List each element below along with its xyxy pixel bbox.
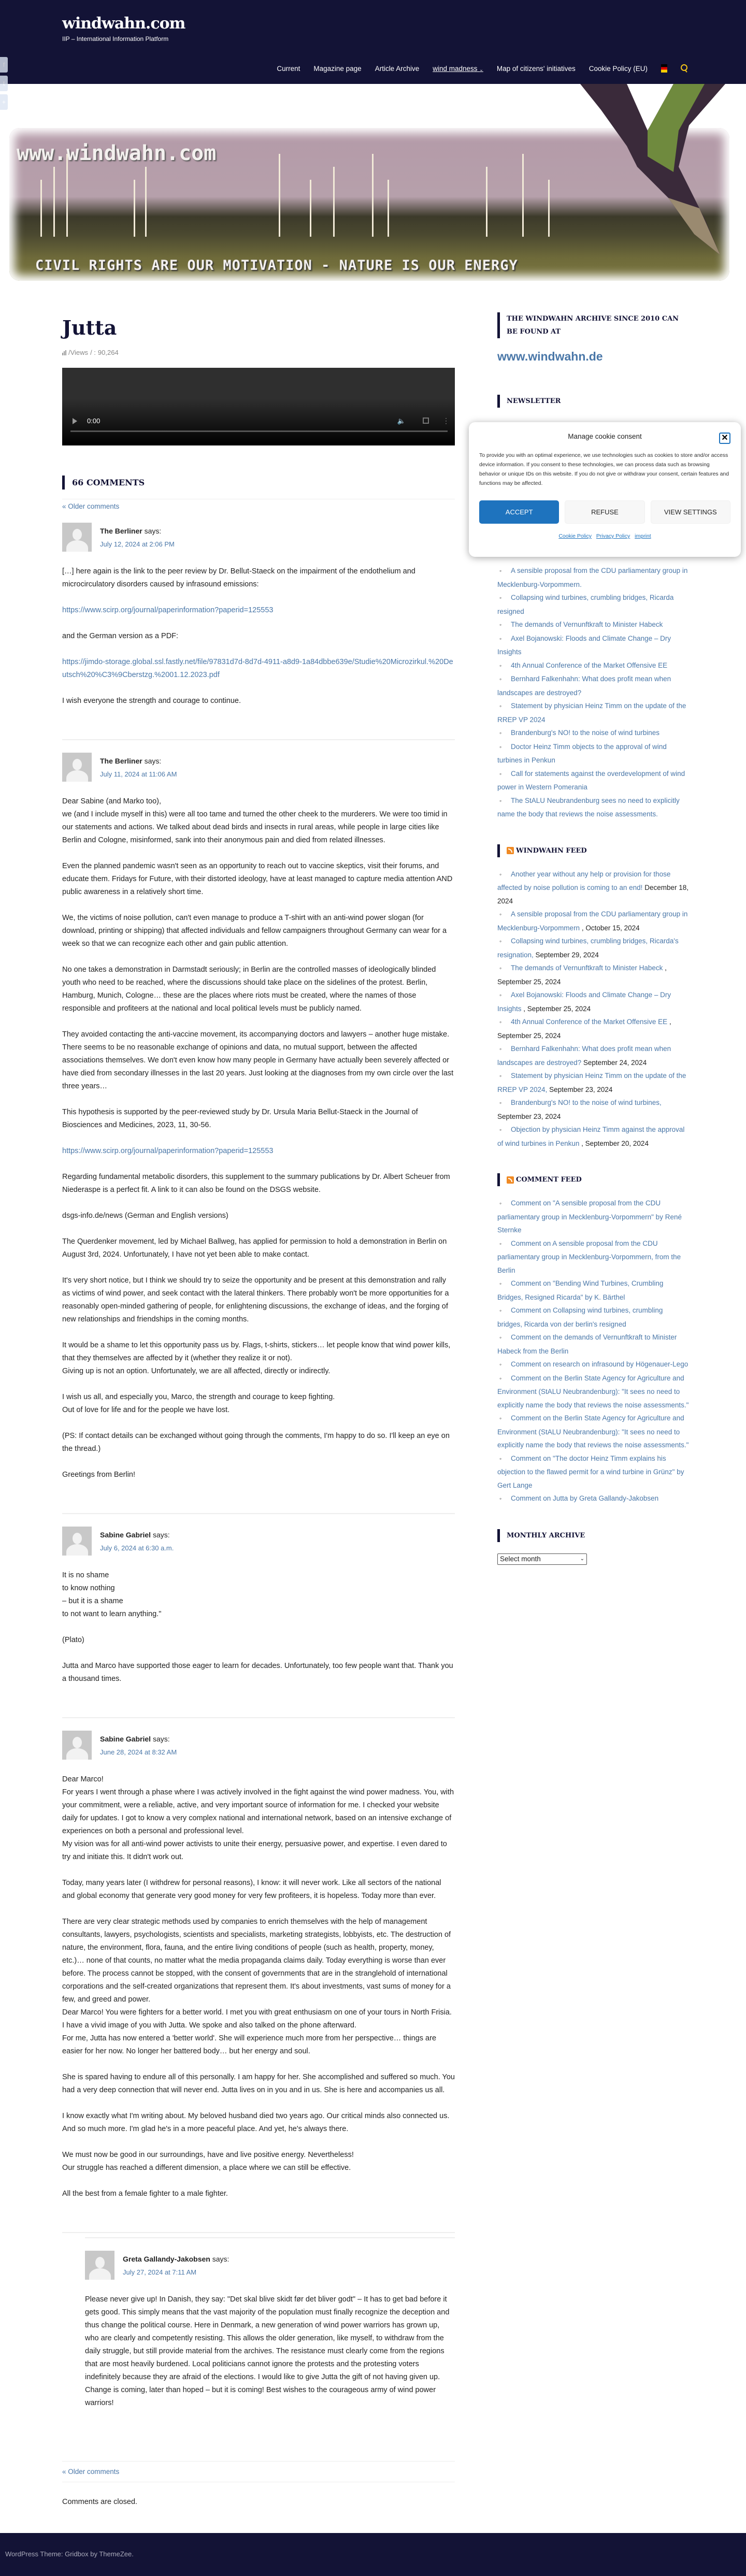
video-player[interactable]: [62, 368, 455, 445]
newsletter-item: [497, 564, 689, 591]
feed-date: , September 25, 2024: [497, 964, 667, 986]
says-label: says:: [212, 2255, 229, 2263]
newsletter-link[interactable]: Call for statements against the overdevelopment of wind power in Western Pomerania: [497, 769, 685, 791]
comment-paragraph: I wish everyone the strength and courage to continue.: [62, 697, 241, 705]
comment: [62, 1514, 455, 1718]
footer-credit[interactable]: WordPress Theme: Gridbox by ThemeZee.: [5, 2550, 134, 2558]
newsletter-link[interactable]: Brandenburg's NO! to the noise of wind turbines: [511, 729, 659, 737]
cookie-policy-link[interactable]: Cookie Policy: [558, 533, 592, 539]
fullscreen-icon[interactable]: [423, 418, 429, 424]
comment-link[interactable]: https://jimdo-storage.global.ssl.fastly.net/file/97831d7d-8d7d-4911-a8d9-1a84dbbe639e/Studie%20Microzirkul.%20Deutsch%20%C3%9Cberstzg.%2001.12.2023.pdf: [62, 658, 453, 679]
widget-title-newsletter: NEWSLETTER: [497, 395, 689, 408]
comment-paragraph: (Plato): [62, 1636, 84, 1644]
comment-author: Greta Gallandy-Jakobsen: [123, 2255, 210, 2263]
comment-author-line: [123, 2255, 229, 2263]
comment-paragraph: We, the victims of noise pollution, can't even manage to produce a T-shirt with an anti-wind power slogan (for download, printing or shipping) that affected individuals and fellow campaigners throughout Germany can wear for a week so that we can recognize each other and gain public attention.: [62, 914, 447, 948]
rss-icon: [507, 1176, 514, 1184]
feed-date: September 23, 2024: [497, 1112, 561, 1120]
banner-url-text: www.windwahn.com: [17, 141, 217, 165]
newsletter-link[interactable]: Bernhard Falkenhahn: What does profit mean when landscapes are destroyed?: [497, 675, 671, 697]
comment-body: [62, 1569, 455, 1686]
widget-title-feed: [497, 844, 689, 857]
comment-body: [62, 1773, 455, 2200]
cookie-title: Manage cookie consent: [568, 433, 642, 440]
comment-feed-title-label: COMMENT FEED: [516, 1176, 582, 1184]
comment-paragraph: [62, 1145, 455, 1158]
newsletter-link[interactable]: Statement by physician Heinz Timm on the update of the RREP VP 2024: [497, 702, 686, 724]
comment-paragraph: […] here again is the link to the peer review by Dr. Bellut-Staeck on the impairment of the endothelium and microcirculatory disorders caused by infrasound emissions:: [62, 567, 415, 588]
says-label: says:: [152, 1531, 170, 1539]
newsletter-item: [497, 672, 689, 699]
newsletter-item: [497, 726, 689, 740]
feed-link[interactable]: Brandenburg's NO! to the noise of wind turbines,: [511, 1099, 662, 1106]
wind-turbine: [40, 180, 42, 237]
cookie-text: To provide you with an optimal experience, we use technologies such as cookies to store and/or access device information. If you consent to these technologies, we can process data such as browsing behavior or unique IDs on this website. If you do not give or withdraw your consent, certain features and functions may be affected.: [479, 452, 729, 486]
comment: [62, 1718, 455, 2233]
accept-button[interactable]: ACCEPT: [479, 500, 559, 524]
comment-body: [62, 795, 455, 1481]
site-header: [0, 0, 746, 84]
main-nav: [277, 64, 688, 73]
comment-author-line: [100, 527, 175, 535]
feed-item: [497, 1015, 689, 1042]
main-content: [62, 300, 455, 2506]
comment-body: [62, 565, 455, 708]
comment-author-line: [100, 757, 177, 765]
comment-paragraph: Dear Marco! For years I went through a phase where I was actively involved in the fight against the wind power madness. You, with your commitment, were a reliable, active, and very important source of information for me. I checked your website daily for updates. I got to know a very complex national and international network, based on an intensive exchange of experiences on both a personal and professional level. My vision was for all anti-wind power activists to unite their energy, persuasive power, and expertise. I even dared to try and initiate this. It didn't work out.: [62, 1775, 454, 1861]
wind-turbine: [145, 167, 147, 237]
comment-feed-item: [497, 1412, 689, 1452]
comment-paragraph: It would be a shame to let this opportunity pass us by. Flags, t-shirts, stickers… let people know that wind power kills, that they themselves are affected by it (whether they realize it or not). Giving up is not an option. Unfortunately, we are all affected, directly or indirectly.: [62, 1341, 451, 1375]
nav-wind-madness[interactable]: [433, 65, 483, 73]
feed-date: September 24, 2024: [581, 1058, 647, 1067]
feed-date: December 18, 2024: [497, 884, 688, 905]
comment-feed-item: [497, 1237, 689, 1277]
comment-list: [62, 510, 455, 2441]
feed-link[interactable]: Statement by physician Heinz Timm on the update of the RREP VP 2024,: [497, 1072, 686, 1093]
newsletter-link[interactable]: 4th Annual Conference of the Market Offensive EE: [511, 661, 668, 669]
says-label: says:: [144, 527, 162, 535]
wind-turbine: [53, 167, 55, 237]
nav-cookie-policy[interactable]: Cookie Policy (EU): [589, 64, 648, 73]
wind-turbine: [333, 167, 335, 237]
play-icon[interactable]: [73, 418, 77, 424]
feed-item: [497, 961, 689, 988]
avatar: [62, 1527, 92, 1556]
privacy-policy-link[interactable]: Privacy Policy: [596, 533, 630, 539]
comment-paragraph: Greetings from Berlin!: [62, 1471, 136, 1479]
newsletter-item: [497, 659, 689, 673]
feed-link[interactable]: Another year without any help or provision for those affected by noise pollution is coming to an end!: [497, 870, 671, 891]
wind-turbine: [486, 167, 487, 237]
comments-nav-bottom: [62, 2462, 455, 2482]
comments-closed-note: Comments are closed.: [62, 2498, 138, 2506]
newsletter-link[interactable]: A sensible proposal from the CDU parliamentary group in Mecklenburg-Vorpommern.: [497, 567, 688, 588]
widget-title-comment-feed: [497, 1173, 689, 1186]
comments-nav-top: [62, 499, 455, 510]
comment-feed-item: [497, 1331, 689, 1358]
newsletter-link[interactable]: Collapsing wind turbines, crumbling bridges, Ricarda resigned: [497, 594, 674, 615]
feed-title-label: WINDWAHN FEED: [516, 846, 587, 855]
more-options-icon[interactable]: ⋮: [442, 416, 450, 425]
month-select-value: Select month: [500, 1555, 541, 1563]
feed-list: [497, 868, 689, 1150]
comment-paragraph: [62, 656, 455, 682]
comment-feed-link[interactable]: Comment on Collapsing wind turbines, crumbling bridges, Ricarda von der berlin's resigned: [497, 1306, 663, 1328]
comment-feed-link[interactable]: Comment on the Berlin State Agency for Agriculture and Environment (StALU Neubrandenburg): "It sees no need to explicitly name the body that reviews the noise assessments.": [497, 1374, 689, 1409]
comment-paragraph: No one takes a demonstration in Darmstadt seriously; in Berlin are the controlled masses of ideologically blinded youth who need to be reached, where the discussions should take place on the sidelines of the protest. Berlin, Hamburg, Munich, Cologne… these are the places where riots must be created, where the names of those responsible and profiteers at the national and local political levels must be publicly named.: [62, 966, 436, 1013]
comment-feed-item: [497, 1277, 689, 1304]
search-icon[interactable]: [681, 64, 688, 73]
comment-paragraph: Jutta and Marco have supported those eager to learn for decades. Unfortunately, too few people want that. Thank you a thousand times.: [62, 1662, 453, 1683]
comment-date-link[interactable]: July 27, 2024 at 7:11 AM: [123, 2268, 197, 2276]
comment-author: Sabine Gabriel: [100, 1531, 151, 1539]
chevron-down-icon: ⌄: [479, 66, 483, 72]
wind-turbine: [522, 154, 524, 237]
feed-date: , September 25, 2024: [497, 1018, 671, 1040]
comment-feed-item: [497, 1304, 689, 1331]
comment-feed-link[interactable]: Comment on research on infrasound by Högenauer-Lego: [511, 1360, 688, 1368]
comment-paragraph: All the best from a female fighter to a male fighter.: [62, 2190, 228, 2198]
site-title[interactable]: windwahn.com: [62, 15, 185, 33]
comment-paragraph: I wish us all, and especially you, Marco, the strength and courage to keep fighting. Out of love for life and for the people we have lost.: [62, 1393, 335, 1414]
comment-feed-link[interactable]: Comment on the Berlin State Agency for Agriculture and Environment (StALU Neubrandenburg): "It sees no need to explicitly name the body that reviews the noise assessments.": [497, 1414, 689, 1449]
widget-title-archive: THE WINDWAHN ARCHIVE SINCE 2010 CAN BE FOUND AT: [497, 312, 689, 338]
video-progress-bar[interactable]: [70, 430, 448, 432]
bar-chart-icon: [62, 350, 66, 355]
feed-item: [497, 988, 689, 1015]
comment-date-link[interactable]: July 6, 2024 at 6:30 a.m.: [100, 1544, 174, 1552]
comment-feed-link[interactable]: Comment on "Bending Wind Turbines, Crumbling Bridges, Resigned Ricarda" by K. Bärthel: [497, 1279, 664, 1301]
comment-body: [85, 2293, 455, 2410]
feed-item: [497, 1042, 689, 1069]
comment-paragraph: I know exactly what I'm writing about. My beloved husband died two years ago. Our critical minds also connected us. And so much more. I'm glad he's in a more peaceful place. And yet, he's always there.: [62, 2112, 450, 2133]
views-count: 90,264: [97, 349, 119, 356]
cookie-consent-dialog: [469, 422, 741, 557]
avatar: [62, 1731, 92, 1760]
nav-current[interactable]: Current: [277, 64, 300, 73]
widget-title-monthly: MONTHLY ARCHIVE: [497, 1529, 689, 1542]
comment-author: The Berliner: [100, 527, 142, 535]
feed-date: September 23, 2024: [547, 1085, 613, 1093]
twitter-share-icon[interactable]: t: [0, 76, 8, 91]
newsletter-link[interactable]: Doctor Heinz Timm objects to the approval of wind turbines in Penkun: [497, 742, 667, 764]
feed-link[interactable]: A sensible proposal from the CDU parliamentary group in Mecklenburg-Vorpommern: [497, 910, 688, 932]
comment-feed-item: [497, 1358, 689, 1372]
feed-item: [497, 1069, 689, 1096]
comment-author-line: [100, 1735, 177, 1743]
facebook-share-icon[interactable]: f: [0, 57, 8, 73]
nav-magazine[interactable]: Magazine page: [313, 64, 362, 73]
newsletter-item: [497, 618, 689, 632]
comment-paragraph: dsgs-info.de/news (German and English versions): [62, 1212, 228, 1220]
comment: [85, 2237, 455, 2441]
wind-turbine: [548, 180, 550, 237]
comment-feed-link[interactable]: Comment on "The doctor Heinz Timm explains his objection to the flawed permit for a wind turbine in Grünz" by Gert Lange: [497, 1454, 684, 1489]
feed-link[interactable]: The demands of Vernunftkraft to Minister Habeck: [511, 964, 663, 972]
comment-date-link[interactable]: July 11, 2024 at 11:06 AM: [100, 770, 177, 778]
newsletter-link[interactable]: The StALU Neubrandenburg sees no need to explicitly name the body that reviews the noise assessments.: [497, 796, 680, 818]
comment: [62, 510, 455, 740]
wind-turbine: [388, 180, 389, 237]
comment-paragraph: They avoided contacting the anti-vaccine movement, its accompanying doctors and lawyers – another huge mistake. There seems to be no reasonable exchange of opinions and data, no mutual support, between the affected associations themselves. We don't even know how many people in Germany have actually been severely affected or have died from secondary illnesses in the last 20 years. Just looking at the diagnoses from my own circle over the last three years…: [62, 1030, 454, 1090]
feed-link[interactable]: Collapsing wind turbines, crumbling bridges, Ricarda's resignation,: [497, 937, 679, 959]
newsletter-link[interactable]: The demands of Vernunftkraft to Minister Habeck: [511, 621, 663, 628]
comments-title: 66 COMMENTS: [62, 476, 455, 490]
comment-paragraph: It's very short notice, but I think we should try to seize the opportunity and be present at this demonstration and rally as victims of wind power, and seek contact with the lateral thinkers. There probably won't be more opportunities for a reasonably open-minded gathering of people, for enlightening discussions, the exchange of ideas, and the forging of new relationships and friendships in the coming months.: [62, 1276, 449, 1323]
comment-feed-item: [497, 1452, 689, 1492]
wind-turbine: [310, 180, 311, 237]
newsletter-item: [497, 699, 689, 726]
feed-item: [497, 1096, 689, 1123]
comment-paragraph: Regarding fundamental metabolic disorders, this supplement to the summary publications by Dr. Albert Scheuer from Niederaspe is a perfect fit. A link to it can also be found on the DSGS website.: [62, 1173, 450, 1194]
site-description: IIP – International Information Platform: [62, 35, 169, 42]
says-label: says:: [152, 1735, 170, 1743]
banner-slogan: CIVIL RIGHTS ARE OUR MOTIVATION - NATURE IS OUR ENERGY: [35, 257, 518, 274]
feed-item: [497, 934, 689, 961]
newsletter-item: [497, 767, 689, 794]
wind-turbine: [279, 154, 280, 237]
newsletter-item: [497, 740, 689, 767]
comment-date-link[interactable]: June 28, 2024 at 8:32 AM: [100, 1748, 177, 1756]
comment-date-link[interactable]: July 12, 2024 at 2:06 PM: [100, 540, 175, 548]
comment-feed-link[interactable]: Comment on A sensible proposal from the CDU parliamentary group in Mecklenburg-Vorpommern, from the Berlin: [497, 1239, 681, 1274]
chevron-down-icon: ⌄: [580, 1556, 584, 1562]
feed-link[interactable]: Bernhard Falkenhahn: What does profit mean when landscapes are destroyed?: [497, 1045, 671, 1067]
header-banner: [0, 84, 746, 281]
comment-paragraph: We must now be good in our surroundings, have and live positive energy. Nevertheless! Our struggle has reached a different dimension, a place where we can still be effective.: [62, 2151, 354, 2172]
avatar: [62, 523, 92, 552]
video-time: 0:00: [87, 417, 101, 425]
newsletter-link[interactable]: Axel Bojanowski: Floods and Climate Change – Dry Insights: [497, 634, 671, 656]
wind-turbine: [66, 154, 68, 237]
comment-feed-link[interactable]: Comment on "A sensible proposal from the CDU parliamentary group in Mecklenburg-Vorpommern" by René Sternke: [497, 1199, 682, 1234]
comment-paragraph: There are very clear strategic methods used by companies to enrich themselves with the help of management consultants, lawyers, psychologists, scientists and specialists, marketing strategists, lobbyists, etc. The destruction of nature, the environment, flora, fauna, and the entire living conditions of people (such as health, property, money, etc.)… none of that counts, no matter what the media propaganda claims daily. Today everything is worse than ever before. The process cannot be stopped, with the consent of governments that are in the stranglehold of international corporations and the self-created organizations that represent them. It's about investments, vast sums of money for a few, and greed and power. Dear Marco! You were fighters for a better world. I met you with great enthusiasm on one of your tours in North Frisia. I have a vivid image of you with Jutta. We spoke and also talked on the phone afterward. For me, Jutta has now entered a 'better world'. She will experience much more from her perspective… things are easier for her now. No longer her battered body… but her energy and soul.: [62, 1918, 452, 2055]
comment-feed-link[interactable]: Comment on Jutta by Greta Gallandy-Jakobsen: [511, 1494, 659, 1502]
close-icon[interactable]: ✕: [719, 433, 730, 444]
wind-turbine: [372, 154, 374, 237]
comment-feed-item: [497, 1372, 689, 1412]
post-views: [62, 349, 455, 356]
comment-author-line: [100, 1531, 174, 1539]
site-footer: [0, 2533, 746, 2576]
comment-paragraph: She is spared having to endure all of this personally. I am happy for her. She accomplished and suffered so much. You had a very deep connection that will never end. Jutta lives on in you and in us. She is here and accompanies us all.: [62, 2073, 455, 2094]
older-comments-link[interactable]: « Older comments: [62, 2468, 120, 2476]
month-select[interactable]: [497, 1553, 587, 1565]
comment-paragraph: Please never give up! In Danish, they say: "Det skal blive skidt før det bliver godt" – It has to get bad before it gets good. This simply means that the vast majority of the population must finally recognize the deception and thus change the political course. Here in Denmark, a new generation of wind power warriors has grown up, who are clearly and competently resisting. This allows the older generation, like myself, to withdraw from the daily struggle, but still provide material from the archives. The resistance must clearly come from the regions that are most heavily burdened. Local politicians cannot ignore the protests and the protesting voters indefinitely because they are afraid of the elections. I would like to give Jutta the gift of not having given up. Change is coming, later than hoped – but it is coming! Best wishes to the courageous army of wind power warriors!: [85, 2295, 450, 2407]
comment: [62, 740, 455, 1514]
feed-date: , October 15, 2024: [580, 924, 640, 932]
wind-turbine: [134, 180, 135, 237]
archive-site-link[interactable]: www.windwahn.de: [497, 350, 603, 363]
feed-item: [497, 868, 689, 908]
refuse-button[interactable]: REFUSE: [565, 500, 644, 524]
comment-paragraph: Today, many years later (I withdrew for personal reasons), I know: it will never work. Like all sectors of the national and global economy that generate very good money for very few profiteers, it is hopeless. Today more than ever.: [62, 1879, 441, 1900]
bird-illustration: [570, 84, 736, 270]
feed-date: September 29, 2024: [533, 951, 599, 959]
comment-paragraph: and the German version as a PDF:: [62, 632, 179, 640]
comment-paragraph: (PS: If contact details can be exchanged without going through the comments, I'm happy to do so. I'll keep an eye on the thread.): [62, 1432, 450, 1453]
feed-link[interactable]: Objection by physician Heinz Timm against the approval of wind turbines in Penkun: [497, 1126, 685, 1147]
comment-link[interactable]: https://www.scirp.org/journal/paperinformation?paperid=125553: [62, 606, 274, 614]
comment-feed-link[interactable]: Comment on the demands of Vernunftkraft to Minister Habeck from the Berlin: [497, 1333, 677, 1355]
older-comments-link[interactable]: « Older comments: [62, 502, 120, 510]
nav-article-archive[interactable]: Article Archive: [375, 64, 420, 73]
post-title: Jutta: [62, 316, 117, 339]
avatar: [85, 2251, 114, 2280]
feed-item: [497, 1123, 689, 1150]
feed-date: , September 20, 2024: [579, 1139, 649, 1147]
comment-paragraph: The Querdenker movement, led by Michael Ballweg, has applied for permission to hold a demonstration in Berlin on August 3rd, 2024. Unfortunately, I have not yet been able to make contact.: [62, 1237, 447, 1259]
nav-map[interactable]: Map of citizens' initiatives: [496, 64, 576, 73]
german-flag-icon[interactable]: [661, 64, 667, 73]
feed-link[interactable]: 4th Annual Conference of the Market Offensive EE: [511, 1018, 668, 1026]
imprint-link[interactable]: imprint: [635, 533, 651, 539]
newsletter-item: [497, 632, 689, 659]
newsletter-list: [497, 564, 689, 821]
volume-icon[interactable]: 🔈: [397, 417, 406, 425]
comment-paragraph: [62, 604, 455, 617]
says-label: says:: [144, 757, 162, 765]
comment-paragraph: Even the planned pandemic wasn't seen as an opportunity to reach out to vaccine skeptics, visit their forums, and educate them. Fridays for Future, with their distorted ideology, have at least managed to capture media attention AND public awareness in a relatively short time.: [62, 862, 453, 896]
comment-feed-item: [497, 1197, 689, 1237]
comment-feed-item: [497, 1492, 689, 1506]
newsletter-item: [497, 794, 689, 821]
view-settings-button[interactable]: VIEW SETTINGS: [651, 500, 730, 524]
comment-paragraph: This hypothesis is supported by the peer-reviewed study by Dr. Ursula Maria Bellut-Staeck in the Journal of Biosciences and Medicines, 2023, 11, 30-56.: [62, 1108, 418, 1129]
comment-paragraph: Dear Sabine (and Marko too), we (and I include myself in this) were all too tame and turned the other cheek to the murderers. We were too timid in our statements and actions. We talked about dead birds and insects in rural areas, while people in large cities like Berlin and Cologne, misinformed, sank into their anonymous pain and died from related illnesses.: [62, 797, 448, 844]
comment-author: The Berliner: [100, 757, 142, 765]
feed-item: [497, 908, 689, 934]
feed-link[interactable]: Axel Bojanowski: Floods and Climate Change – Dry Insights: [497, 991, 671, 1013]
newsletter-item: [497, 591, 689, 618]
comment-link[interactable]: https://www.scirp.org/journal/paperinformation?paperid=125553: [62, 1147, 274, 1155]
rss-icon: [507, 847, 514, 854]
avatar: [62, 753, 92, 782]
share-plus-icon[interactable]: +: [0, 94, 8, 110]
views-label: /Views: [68, 349, 89, 356]
comment-author: Sabine Gabriel: [100, 1735, 151, 1743]
views-separator: / :: [90, 349, 96, 356]
comment-paragraph: It is no shame to know nothing – but it is a shame to not want to learn anything.": [62, 1571, 162, 1618]
feed-date: , September 25, 2024: [521, 1004, 591, 1013]
comment-feed-list: [497, 1197, 689, 1506]
nav-wind-madness-label: wind madness: [433, 64, 478, 73]
